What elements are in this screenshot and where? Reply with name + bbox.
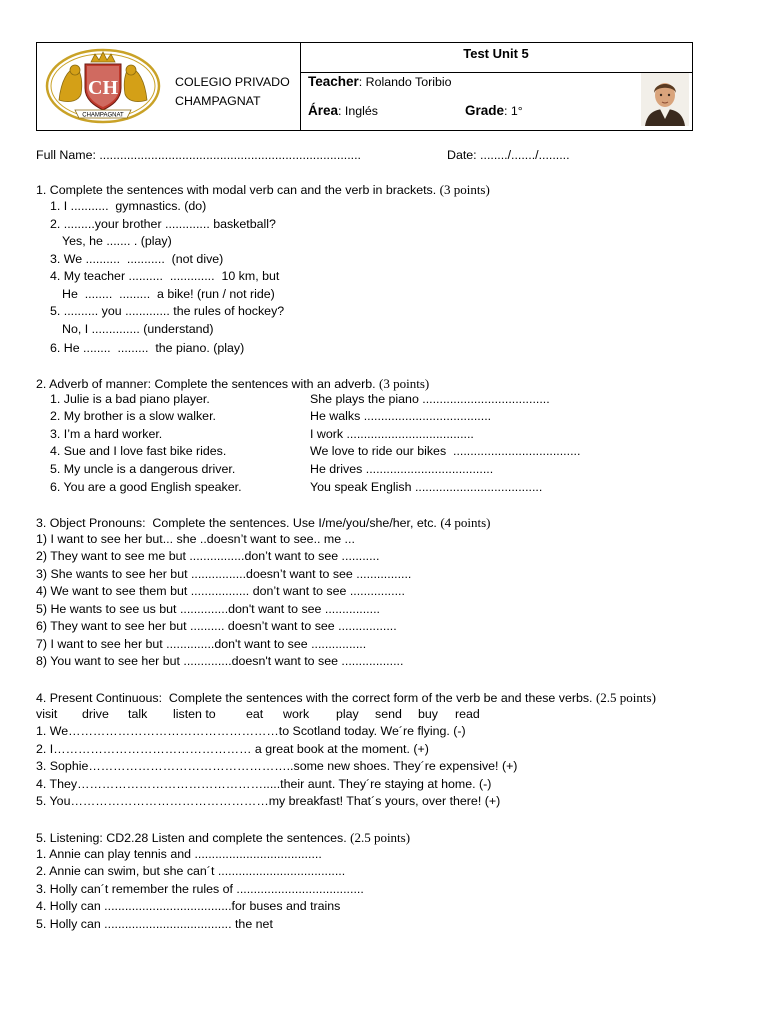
- verb-word: send: [375, 707, 402, 721]
- grade-field: Grade: 1°: [465, 103, 523, 118]
- verb-word: work: [283, 707, 310, 721]
- list-item: 2. My brother is a slow walker.: [50, 409, 216, 423]
- list-item: 6. You are a good English speaker.: [50, 480, 242, 494]
- header-table: [36, 42, 693, 131]
- list-item: He ........ ......... a bike! (run / not ride): [62, 287, 275, 301]
- answer-line: We love to ride our bikes .....................................: [310, 444, 581, 458]
- list-item: 3. I’m a hard worker.: [50, 427, 163, 441]
- list-item: 6. He ........ ......... the piano. (play): [50, 341, 245, 355]
- list-item: 5) He wants to see us but ..............don't want to see ................: [36, 602, 380, 616]
- answer-line: I work .....................................: [310, 427, 474, 441]
- list-item: 5. .......... you ............. the rules of hockey?: [50, 304, 285, 318]
- list-item: 5. My uncle is a dangerous driver.: [50, 462, 236, 476]
- teacher-field: Teacher: Rolando Toribio: [308, 74, 452, 89]
- answer-line: You speak English .....................................: [310, 480, 543, 494]
- date-field: Date: ......../......./.........: [447, 148, 570, 162]
- verb-bank: [36, 706, 57, 723]
- list-item: 1. Julie is a bad piano player.: [50, 392, 210, 406]
- list-item: 4. Holly can .....................................for buses and trains: [36, 899, 341, 913]
- verb-word: listen to: [173, 707, 216, 721]
- school-name: COLEGIO PRIVADO CHAMPAGNAT: [175, 75, 290, 108]
- list-item: 1) I want to see her but... she ..doesn’t want to see.. me ...: [36, 532, 355, 546]
- section4-title: 4. Present Continuous: Complete the sentences with the correct form of the verb be and these verbs. (2.5 points): [36, 690, 656, 705]
- list-item: 3) She wants to see her but ................doesn’t want to see ................: [36, 567, 412, 581]
- list-item: 7) I want to see her but ..............don't want to see ................: [36, 637, 367, 651]
- list-item: 5. Holly can ..................................... the net: [36, 917, 273, 931]
- list-item: 3. We .......... ........... (not dive): [50, 252, 224, 266]
- list-item: 1. We……………………………………………to Scotland today. We´re flying. (-): [36, 724, 466, 738]
- list-item: 2) They want to see me but ................don’t want to see ...........: [36, 549, 380, 563]
- answer-line: He walks .....................................: [310, 409, 492, 423]
- answer-line: She plays the piano .....................................: [310, 392, 550, 406]
- verb-word: eat: [246, 707, 264, 721]
- logo-monogram: CH: [88, 77, 118, 99]
- list-item: No, I .............. (understand): [62, 322, 214, 336]
- full-name-field: Full Name: ............................................................................: [36, 148, 361, 162]
- header-divider-horizontal: [300, 72, 692, 73]
- answer-line: He drives .....................................: [310, 462, 494, 476]
- area-field: Área: Inglés: [308, 103, 378, 118]
- section3-title: 3. Object Pronouns: Complete the sentences. Use I/me/you/she/her, etc. (4 points): [36, 515, 491, 530]
- list-item: 5. You…………………………………………my breakfast! That´s yours, over there! (+): [36, 794, 501, 808]
- section5-title: 5. Listening: CD2.28 Listen and complete the sentences. (2.5 points): [36, 830, 411, 845]
- test-title: Test Unit 5: [463, 46, 529, 61]
- list-item: 2. Annie can swim, but she can´t .....................................: [36, 864, 346, 878]
- verb-word: drive: [82, 707, 109, 721]
- list-item: 4. They……………………………………….....their aunt. They´re staying at home. (-): [36, 777, 492, 791]
- list-item: 4. Sue and I love fast bike rides.: [50, 444, 227, 458]
- logo-banner: CHAMPAGNAT: [82, 112, 124, 119]
- list-item: Yes, he ....... . (play): [62, 234, 172, 248]
- list-item: 2. I………………………………………… a great book at the moment. (+): [36, 742, 429, 756]
- school-logo: [45, 48, 161, 124]
- verb-word: talk: [128, 707, 148, 721]
- verb-word: play: [336, 707, 359, 721]
- section2-title: 2. Adverb of manner: Complete the sentences with an adverb. (3 points): [36, 376, 430, 391]
- list-item: 1. I ........... gymnastics. (do): [50, 199, 207, 213]
- list-item: 4. My teacher .......... ............. 10 km, but: [50, 269, 280, 283]
- founder-portrait: [641, 73, 689, 126]
- list-item: 2. .........your brother ............. basketball?: [50, 217, 276, 231]
- list-item: 3. Holly can´t remember the rules of .....................................: [36, 882, 364, 896]
- verb-word: read: [455, 707, 480, 721]
- list-item: 6) They want to see her but .......... doesn’t want to see .................: [36, 619, 397, 633]
- list-item: 3. Sophie…………………………………………..some new shoes. They´re expensive! (+): [36, 759, 518, 773]
- verb-word: buy: [418, 707, 438, 721]
- list-item: 8) You want to see her but ..............doesn't want to see ..................: [36, 654, 404, 668]
- list-item: 1. Annie can play tennis and .....................................: [36, 847, 322, 861]
- section1-title: 1. Complete the sentences with modal verb can and the verb in brackets. (3 points): [36, 182, 490, 197]
- list-item: 4) We want to see them but ................. don’t want to see ................: [36, 584, 405, 598]
- verb-word: visit: [36, 707, 58, 721]
